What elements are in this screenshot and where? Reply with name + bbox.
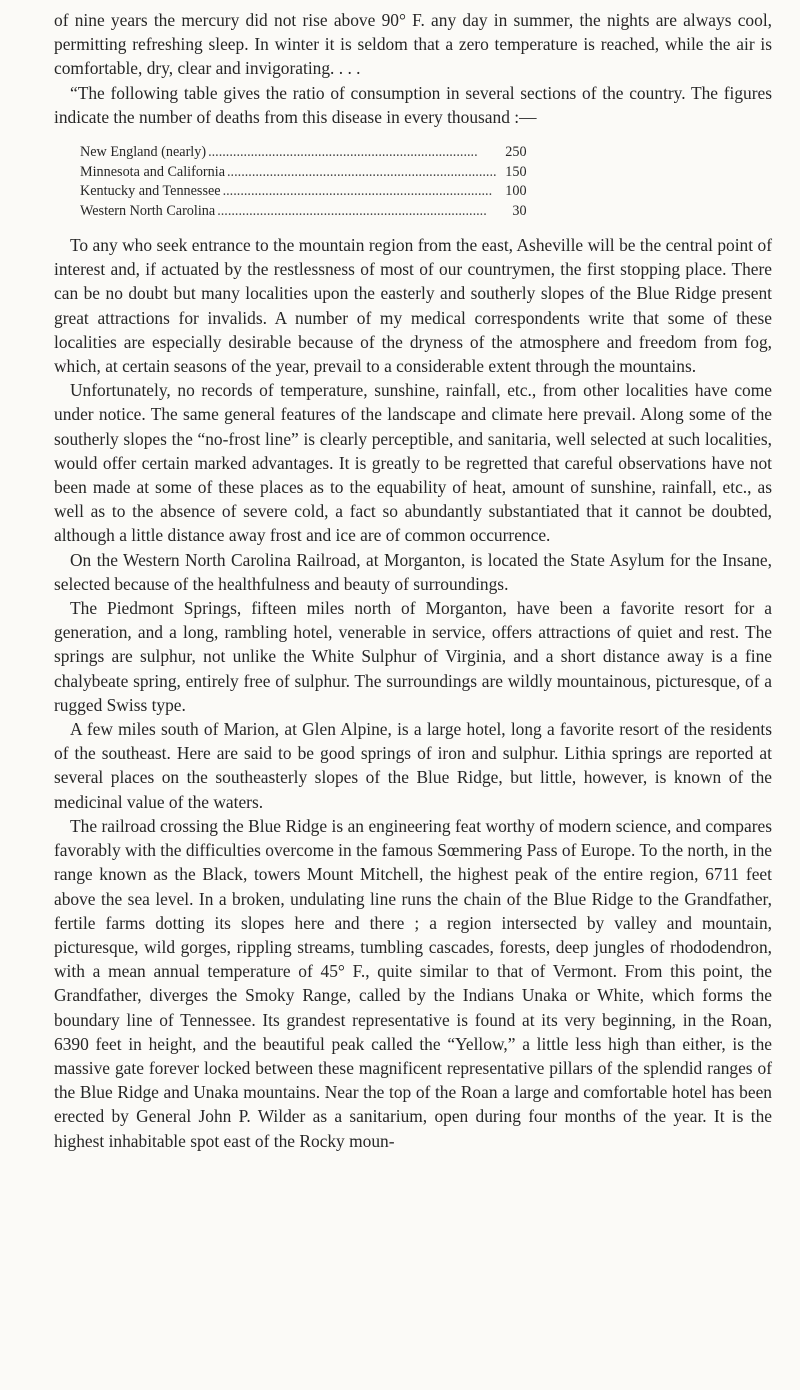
death-count: 250 [505, 144, 527, 161]
paragraph-glen-alpine: A few miles south of Marion, at Glen Alpine, is a large hotel, long a favorite resort of the residents of the southeast. Here are said to be good springs of iron and sulphur. Lithia springs are reported at several places on the southeasterly slopes of the Blue Ridge, but little, however, is known of the medicinal value of the waters. [54, 719, 772, 812]
death-count: 30 [512, 202, 527, 219]
leader-dots: ............................................................................ [222, 183, 493, 200]
leader-dots: ............................................................................ [227, 163, 497, 180]
paragraph-asylum: On the Western North Carolina Railroad, at Morganton, is located the State Asylum for the Insane, selected because of the healthfulness and beauty of surroundings. [54, 549, 772, 594]
leader-dots: ............................................................................ [208, 144, 478, 161]
paragraph-asheville: To any who seek entrance to the mountain region from the east, Asheville will be the central point of interest and, if actuated by the restlessness of most of our countrymen, the first stopping place. There can be no doubt but many localities upon the easterly and southerly slopes of the Blue Ridge present great attractions for invalids. A number of my medical correspondents write that some of these localities are especially desirable because of the dryness of the atmosphere and freedom from fog, which, at certain seasons of the year, prevail to a considerable extent through the mountains. [54, 235, 772, 377]
consumption-deaths-table [80, 143, 527, 221]
death-count: 150 [505, 163, 527, 180]
region-name: Kentucky and Tennessee [80, 183, 221, 200]
table-row [80, 143, 527, 163]
paragraph-piedmont-springs: The Piedmont Springs, fifteen miles north of Morganton, have been a favorite resort for a generation, and a long, rambling hotel, venerable in service, offers attractions of quiet and rest. The springs are sulphur, not unlike the White Sulphur of Virginia, and a short distance away is a fine chalybeate spring, entirely free of sulphur. The surroundings are wildly mountainous, picturesque, of a rugged Swiss type. [54, 598, 772, 715]
death-count: 100 [505, 183, 527, 200]
region-name: Western North Carolina [80, 202, 216, 219]
paragraph-continued: of nine years the mercury did not rise above 90° F. any day in summer, the nights are always cool, permitting refreshing sleep. In winter it is seldom that a zero temperature is reached, while the air is comfortable, dry, clear and invigorating. . . . [54, 10, 772, 79]
paragraph-records: Unfortunately, no records of temperature, sunshine, rainfall, etc., from other localities have come under notice. The same general features of the landscape and climate here prevail. Along some of the southerly slopes the “no-frost line” is clearly perceptible, and sanitaria, well selected at such localities, would offer certain marked advantages. It is greatly to be regretted that careful observations have not been made at some of these places as to the equability of heat, amount of sunshine, rainfall, etc., as well as to the absence of severe cold, a fact so abundantly substantiated that it cannot be doubted, although a little distance away frost and ice are of common occurrence. [54, 380, 772, 546]
table-row [80, 182, 527, 202]
region-name: New England (nearly) [80, 144, 207, 161]
paragraph-table-intro: “The following table gives the ratio of consumption in several sections of the country. The figures indicate the number of deaths from this disease in every thousand :— [54, 82, 772, 127]
table-row [80, 163, 527, 183]
paragraph-railroad: The railroad crossing the Blue Ridge is an engineering feat worthy of modern science, and compares favorably with the difficulties overcome in the famous Sœmmering Pass of Europe. To the north, in the range known as the Black, towers Mount Mitchell, the highest peak of the entire region, 6711 feet above the sea level. In a broken, undulating line runs the chain of the Blue Ridge to the Grandfather, fertile farms dotting its slopes here and there ; a region intersected by valley and mountain, picturesque, wild gorges, rippling streams, tumbling cascades, forests, deep jungles of rhododendron, with a mean annual temperature of 45° F., quite similar to that of Vermont. From this point, the Grandfather, diverges the Smoky Range, called by the Indians Unaka or White, which forms the boundary line of Tennessee. Its grandest representative is found at its very beginning, in the Roan, 6390 feet in height, and the beautiful peak called the “Yellow,” a little less high than either, is the massive gate forever locked between these magnificent representative pillars of the splendid ranges of the Blue Ridge and Unaka mountains. Near the top of the Roan a large and comfortable hotel has been erected by General John P. Wilder as a sanitarium, open during four months of the year. It is the highest inhabitable spot east of the Rocky moun- [54, 815, 772, 1151]
leader-dots: ............................................................................ [217, 202, 487, 219]
region-name: Minnesota and California [80, 163, 225, 180]
table-row [80, 202, 527, 222]
